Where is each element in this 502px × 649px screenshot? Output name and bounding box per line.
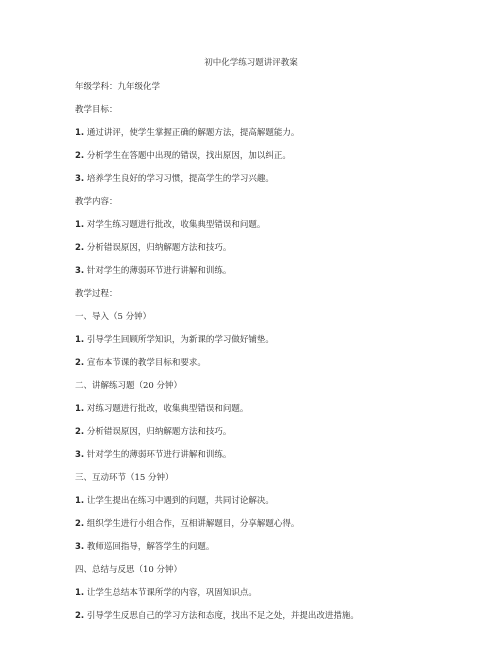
objectives-heading: 教学目标： [75,105,118,115]
section-item [75,426,231,438]
item-number: 2. [75,611,85,621]
item-text: 引导学生回顾所学知识，为新课的学习做好铺垫。 [84,335,274,345]
item-text: 分析错误原因，归纳解题方法和技巧。 [84,243,232,253]
section-item [75,518,299,530]
item-number: 1. [75,128,85,138]
content-item [75,242,231,254]
item-number: 3. [75,174,85,184]
objective-item [75,173,274,185]
item-number: 3. [75,542,85,552]
item-text: 培养学生良好的学习习惯，提高学生的学习兴趣。 [84,174,274,184]
item-text: 让学生总结本节课所学的内容，巩固知识点。 [84,588,257,598]
section-item [75,587,257,599]
item-number: 1. [75,496,85,506]
item-number: 1. [75,335,85,345]
process-heading: 教学过程： [75,289,118,299]
item-text: 组织学生进行小组合作，互相讲解题目，分享解题心得。 [84,519,300,529]
item-text: 宣布本节课的教学目标和要求。 [84,358,206,368]
item-number: 1. [75,220,85,230]
item-text: 引导学生反思自己的学习方法和态度，找出不足之处，并提出改进措施。 [84,611,359,621]
item-number: 2. [75,519,85,529]
section-item [75,449,231,461]
content-heading: 教学内容： [75,197,118,207]
item-text: 针对学生的薄弱环节进行讲解和训练。 [84,266,232,276]
section-heading: 三、互动环节（15 分钟） [75,473,174,483]
section-item [75,357,206,369]
item-number: 2. [75,243,85,253]
section-item [75,495,274,507]
item-number: 1. [75,588,85,598]
item-number: 2. [75,358,85,368]
objective-item [75,150,291,162]
grade-subject-line: 年级学科：九年级化学 [75,82,161,92]
section-heading: 四、总结与反思（10 分钟） [75,565,183,575]
content-item [75,219,265,231]
section-item [75,541,214,553]
document-title: 初中化学练习题讲评教案 [204,58,298,68]
item-text: 教师巡回指导，解答学生的问题。 [84,542,215,552]
objective-item [75,127,299,139]
section-item [75,334,274,346]
item-number: 1. [75,404,85,414]
section-item [75,403,248,415]
item-number: 2. [75,427,85,437]
item-number: 2. [75,151,85,161]
item-number: 3. [75,266,85,276]
item-text: 分析错误原因，归纳解题方法和技巧。 [84,427,232,437]
item-text: 对学生练习题进行批改，收集典型错误和问题。 [84,220,266,230]
section-heading: 二、讲解练习题（20 分钟） [75,381,183,391]
item-number: 3. [75,450,85,460]
item-text: 对练习题进行批改，收集典型错误和问题。 [84,404,249,414]
section-heading: 一、导入（5 分钟） [75,312,152,322]
item-text: 针对学生的薄弱环节进行讲解和训练。 [84,450,232,460]
item-text: 通过讲评，使学生掌握正确的解题方法，提高解题能力。 [84,128,300,138]
item-text: 分析学生在答题中出现的错误，找出原因，加以纠正。 [84,151,291,161]
content-item [75,265,231,277]
item-text: 让学生提出在练习中遇到的问题，共同讨论解决。 [84,496,274,506]
section-item [75,610,359,622]
